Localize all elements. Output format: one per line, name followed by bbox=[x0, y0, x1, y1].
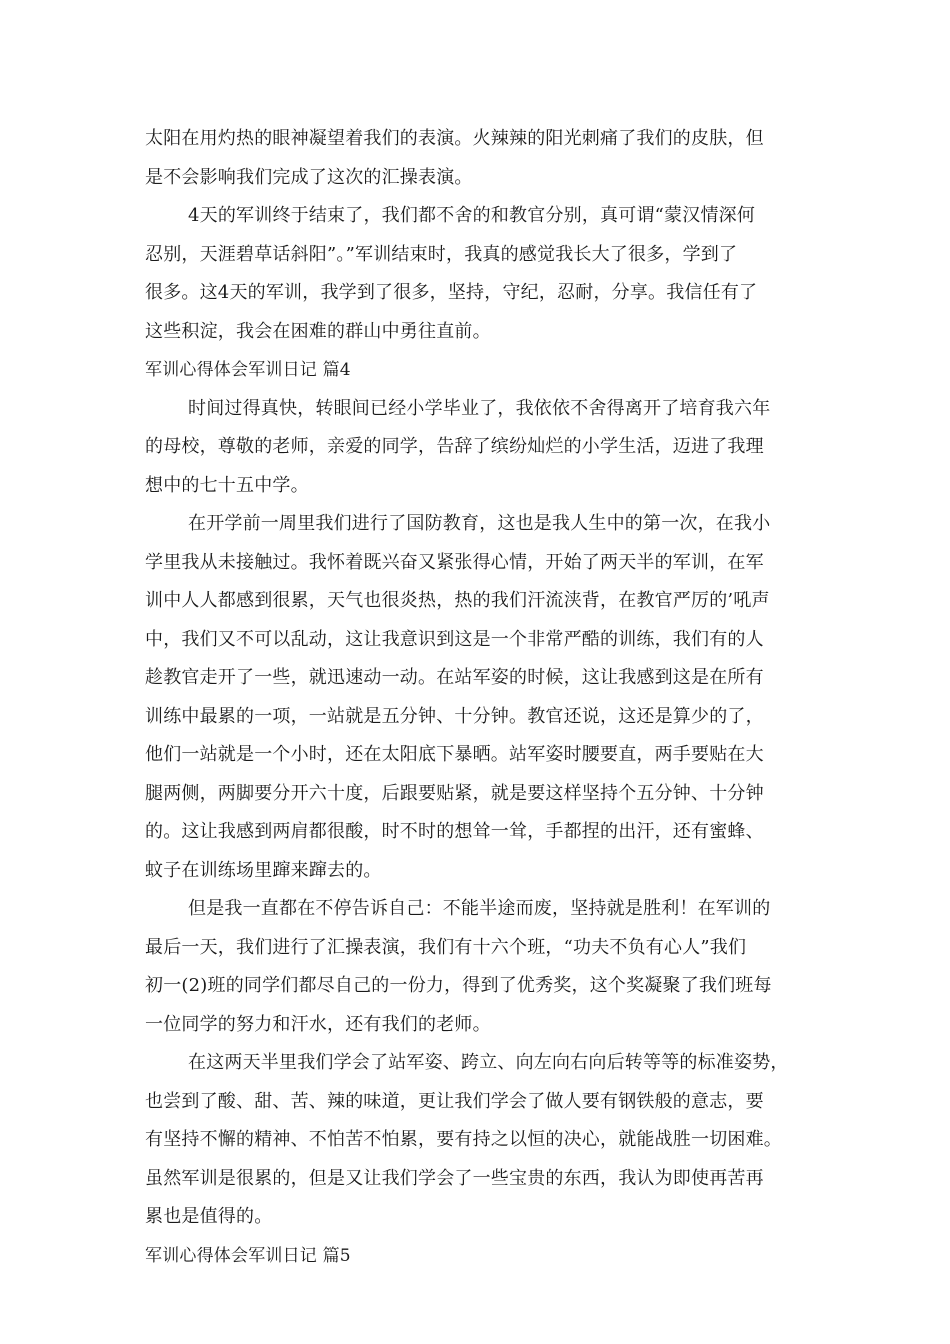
paragraph-1 bbox=[145, 120, 825, 197]
text-line: 最后一天，我们进行了汇操表演，我们有十六个班，“功夫不负有心人”我们 bbox=[145, 936, 747, 958]
text-line: 他们一站就是一个小时，还在太阳底下暴晒。站军姿时腰要直，两手要贴在大 bbox=[145, 744, 764, 765]
text-line: 这些积淀，我会在困难的群山中勇往直前。 bbox=[145, 320, 491, 342]
text-line: 中，我们又不可以乱动，这让我意识到这是一个非常严酷的训练，我们有的人 bbox=[145, 628, 764, 650]
paragraph-5 bbox=[145, 890, 825, 1044]
text-line: 想中的七十五中学。 bbox=[145, 474, 309, 496]
heading-text: 军训心得体会军训日记 篇5 bbox=[145, 1245, 351, 1266]
text-line: 很多。这4天的军训，我学到了很多，坚持，守纪，忍耐，分享。我信任有了 bbox=[145, 282, 758, 303]
document-body bbox=[145, 120, 825, 1275]
text-line: 的。这让我感到两肩都很酸，时不时的想耸一耸，手都捏的出汗，还有蜜蜂、 bbox=[145, 821, 764, 842]
text-line: 训中人人都感到很累，天气也很炎热，热的我们汗流浃背，在教官严厉的’吼声 bbox=[145, 590, 770, 611]
text-line: 蚊子在训练场里蹿来蹿去的。 bbox=[145, 859, 382, 881]
paragraph-6 bbox=[145, 1044, 825, 1237]
section-heading-4 bbox=[145, 351, 825, 390]
text-line: 也尝到了酸、甜、苦、辣的味道，更让我们学会了做人要有钢铁般的意志，要 bbox=[145, 1090, 764, 1112]
text-line: 在这两天半里我们学会了站军姿、跨立、向左向右向后转等等的标准姿势， bbox=[188, 1052, 789, 1073]
heading-text: 军训心得体会军训日记 篇4 bbox=[145, 360, 351, 380]
text-line: 有坚持不懈的精神、不怕苦不怕累，要有持之以恒的决心，就能战胜一切困难。 bbox=[145, 1129, 782, 1150]
text-line: 忍别，天涯碧草话斜阳”。”军训结束时，我真的感觉我长大了很多，学到了 bbox=[145, 243, 738, 265]
text-line: 腿两侧，两脚要分开六十度，后跟要贴紧，就是要这样坚持个五分钟、十分钟 bbox=[145, 782, 764, 804]
text-line: 训练中最累的一项，一站就是五分钟、十分钟。教官还说，这还是算少的了， bbox=[145, 705, 764, 727]
paragraph-2 bbox=[145, 197, 825, 351]
paragraph-3 bbox=[145, 390, 825, 506]
text-line: 时间过得真快，转眼间已经小学毕业了，我依依不舍得离开了培育我六年 bbox=[188, 397, 771, 419]
text-line: 一位同学的努力和汗水，还有我们的老师。 bbox=[145, 1013, 491, 1035]
section-heading-5 bbox=[145, 1237, 825, 1276]
text-line: 的母校，尊敬的老师，亲爱的同学，告辞了缤纷灿烂的小学生活，迈进了我理 bbox=[145, 436, 764, 457]
text-line: 学里我从未接触过。我怀着既兴奋又紧张得心情，开始了两天半的军训，在军 bbox=[145, 551, 764, 573]
text-line: 虽然军训是很累的，但是又让我们学会了一些宝贵的东西，我认为即使再苦再 bbox=[145, 1167, 764, 1189]
text-line: 4天的军训终于结束了，我们都不舍的和教官分别，真可谓“蒙汉情深何 bbox=[188, 205, 756, 226]
text-line: 初一(2)班的同学们都尽自己的一份力，得到了优秀奖，这个奖凝聚了我们班每 bbox=[145, 975, 772, 996]
text-line: 累也是值得的。 bbox=[145, 1206, 273, 1227]
text-line: 在开学前一周里我们进行了国防教育，这也是我人生中的第一次，在我小 bbox=[188, 513, 771, 534]
text-line: 是不会影响我们完成了这次的汇操表演。 bbox=[145, 166, 473, 188]
paragraph-4 bbox=[145, 505, 825, 890]
text-line: 但是我一直都在不停告诉自己：不能半途而废，坚持就是胜利！在军训的 bbox=[188, 898, 771, 919]
text-line: 趁教官走开了一些，就迅速动一动。在站军姿的时候，这让我感到这是在所有 bbox=[145, 667, 764, 688]
text-line: 太阳在用灼热的眼神凝望着我们的表演。火辣辣的阳光刺痛了我们的皮肤，但 bbox=[145, 128, 764, 149]
